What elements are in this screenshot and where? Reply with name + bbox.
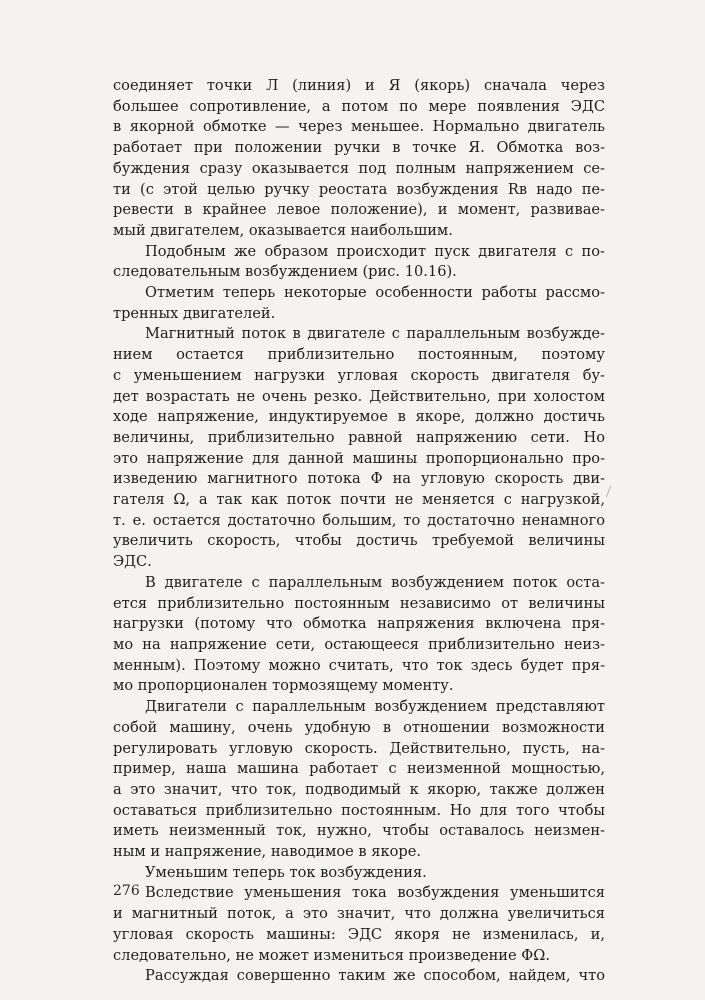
text-line: увеличить скорость, чтобы достичь требуемой величины: [113, 532, 605, 550]
text-line: мо на напряжение сети, остающееся приблизительно неиз-: [113, 635, 605, 653]
text-line: следовательным возбуждением (рис. 10.16).: [113, 263, 457, 281]
text-line: угловая скорость машины: ЭДС якоря не изменилась, и,: [113, 925, 605, 943]
text-line: а это значит, что ток, подводимый к якорю, также должен: [113, 780, 605, 798]
text-line: Вследствие уменьшения тока возбуждения уменьшится: [145, 884, 605, 902]
text-line: иметь неизменный ток, нужно, чтобы оставалось неизмен-: [113, 822, 605, 840]
text-line: гателя Ω, а так как поток почти не меняется с нагрузкой,: [113, 491, 605, 509]
text-line: в якорной обмотке — через меньшее. Нормально двигатель: [113, 118, 605, 136]
text-line: тренных двигателей.: [113, 304, 276, 322]
text-line: буждения сразу оказывается под полным напряжением се-: [113, 159, 605, 177]
text-line: т. е. остается достаточно большим, то достаточно ненамного: [113, 511, 605, 529]
body-text: [113, 76, 605, 987]
text-line: и магнитный поток, а это значит, что должна увеличиться: [113, 905, 605, 923]
text-line: собой машину, очень удобную в отношении возможности: [113, 718, 605, 736]
text-line: большее сопротивление, а потом по мере появления ЭДС: [113, 97, 605, 115]
text-line: ется приблизительно постоянным независимо от величины: [113, 594, 605, 612]
text-line: это напряжение для данной машины пропорционально про-: [113, 449, 605, 467]
text-line: дет возрастать не очень резко. Действительно, при холостом: [113, 387, 605, 405]
text-line: Уменьшим теперь ток возбуждения.: [145, 863, 427, 881]
text-line: ревести в крайнее левое положение), и момент, развивае-: [113, 201, 605, 219]
paragraph: [113, 283, 605, 324]
text-line: соединяет точки Л (линия) и Я (якорь) сначала через: [113, 77, 605, 94]
paragraph: [113, 76, 605, 242]
paragraph: [113, 242, 605, 283]
text-line: изведению магнитного потока Φ на угловую скорость дви-: [113, 470, 605, 488]
text-line: следовательно, не может измениться произведение ΦΩ.: [113, 946, 551, 964]
paragraph: [113, 697, 605, 863]
text-line: оставаться приблизительно постоянным. Но для того чтобы: [113, 801, 605, 819]
paragraph: [113, 863, 605, 884]
text-line: ходе напряжение, индуктируемое в якоре, должно достичь: [113, 408, 605, 426]
text-line: с уменьшением нагрузки угловая скорость двигателя бу-: [113, 366, 605, 384]
text-line: регулировать угловую скорость. Действительно, пусть, на-: [113, 739, 605, 757]
text-line: нием остается приблизительно постоянным, поэтому: [113, 346, 605, 364]
paragraph: [113, 883, 605, 966]
paragraph: [113, 573, 605, 697]
text-line: менным). Поэтому можно считать, что ток здесь будет пря-: [113, 656, 605, 674]
text-line: ти (с этой целью ручку реостата возбуждения Rв надо пе-: [113, 180, 605, 198]
text-line: мо пропорционален тормозящему моменту.: [113, 677, 454, 695]
text-line: ным и напряжение, наводимое в якоре.: [113, 843, 421, 861]
text-line: Отметим теперь некоторые особенности работы рассмо-: [145, 284, 605, 302]
text-line: работает при положении ручки в точке Я. Обмотка воз-: [113, 139, 605, 157]
text-line: ЭДС.: [113, 553, 152, 571]
text-line: Магнитный поток в двигателе с параллельным возбужде-: [145, 325, 605, 343]
text-line: величины, приблизительно равной напряжению сети. Но: [113, 428, 605, 446]
text-line: мый двигателем, оказывается наибольшим.: [113, 221, 453, 239]
text-line: В двигателе с параллельным возбуждением поток оста-: [145, 573, 605, 591]
text-line: Подобным же образом происходит пуск двигателя с по-: [145, 242, 605, 260]
text-line: Рассуждая совершенно таким же способом, найдем, что: [145, 967, 605, 985]
paragraph: [113, 966, 605, 987]
scan-mark: [606, 486, 615, 499]
page-number: 276: [113, 883, 140, 899]
paragraph: [113, 324, 605, 572]
text-line: нагрузки (потому что обмотка напряжения включена пря-: [113, 615, 605, 633]
text-line: Двигатели с параллельным возбуждением представляют: [145, 698, 605, 716]
text-line: пример, наша машина работает с неизменной мощностью,: [113, 760, 605, 778]
